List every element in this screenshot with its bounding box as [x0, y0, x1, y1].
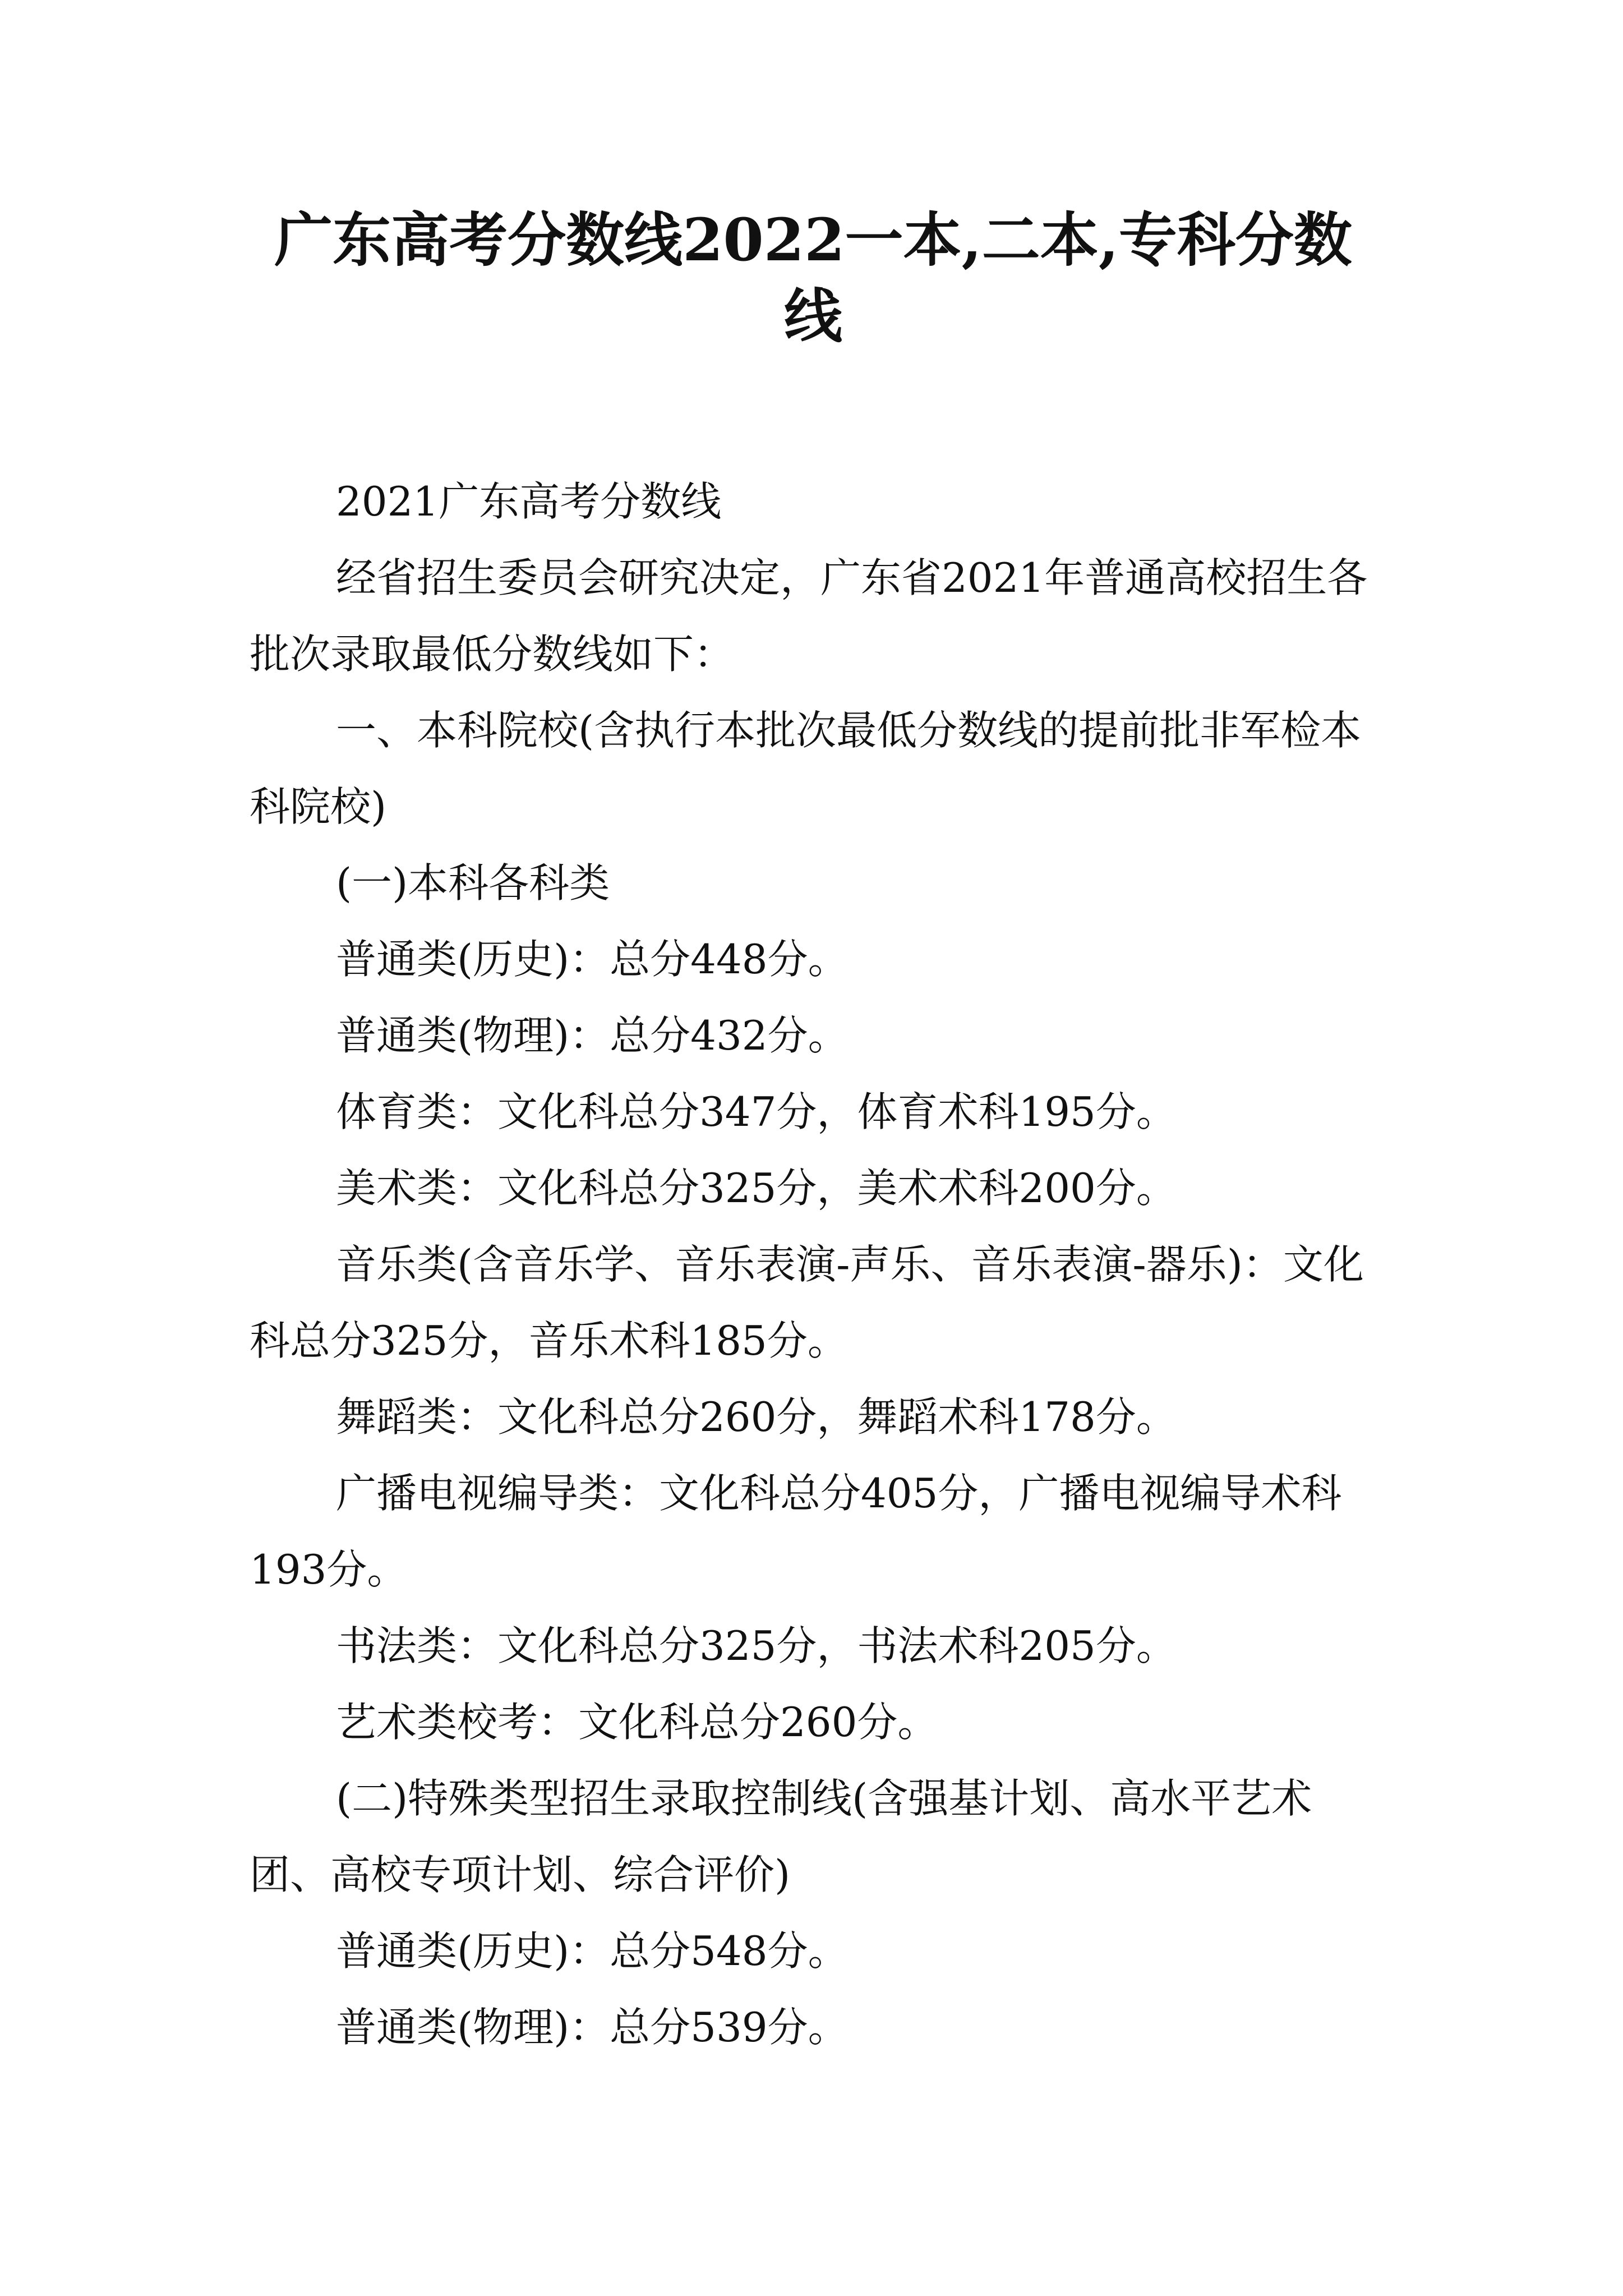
paragraph-history-score: 普通类(历史)：总分448分。: [336, 936, 849, 983]
paragraph-special-history-score: 普通类(历史)：总分548分。: [336, 1927, 849, 1975]
paragraph-subsection-one: (一)本科各科类: [336, 859, 610, 907]
paragraph-section-one: 一、本科院校(含执行本批次最低分数线的提前批非军检本科院校): [250, 707, 1362, 830]
paragraph-special-physics-score: 普通类(物理)：总分539分。: [336, 2004, 849, 2051]
paragraph-music-score: 音乐类(含音乐学、音乐表演-声乐、音乐表演-器乐)：文化科总分325分，音乐术科185分。: [250, 1241, 1364, 1364]
paragraph-physics-score: 普通类(物理)：总分432分。: [336, 1012, 849, 1059]
paragraph-art-score: 美术类：文化科总分325分，美术术科200分。: [336, 1165, 1177, 1212]
paragraph-intro: 经省招生委员会研究决定，广东省2021年普通高校招生各批次录取最低分数线如下：: [250, 554, 1368, 678]
document-title: 广东高考分数线2022一本,二本,专科分数线: [274, 205, 1352, 351]
document-body: [250, 463, 1388, 2065]
paragraph-broadcast-score: 广播电视编导类：文化科总分405分，广播电视编导术科193分。: [250, 1470, 1342, 1593]
paragraph-calligraphy-score: 书法类：文化科总分325分，书法术科205分。: [336, 1622, 1177, 1669]
paragraph-dance-score: 舞蹈类：文化科总分260分，舞蹈术科178分。: [336, 1393, 1177, 1441]
paragraph-subsection-two: (二)特殊类型招生录取控制线(含强基计划、高水平艺术团、高校专项计划、综合评价): [250, 1775, 1312, 1898]
paragraph-heading-2021: 2021广东高考分数线: [336, 478, 722, 525]
paragraph-art-school-exam-score: 艺术类校考：文化科总分260分。: [336, 1699, 938, 1746]
paragraph-sports-score: 体育类：文化科总分347分，体育术科195分。: [336, 1088, 1177, 1135]
